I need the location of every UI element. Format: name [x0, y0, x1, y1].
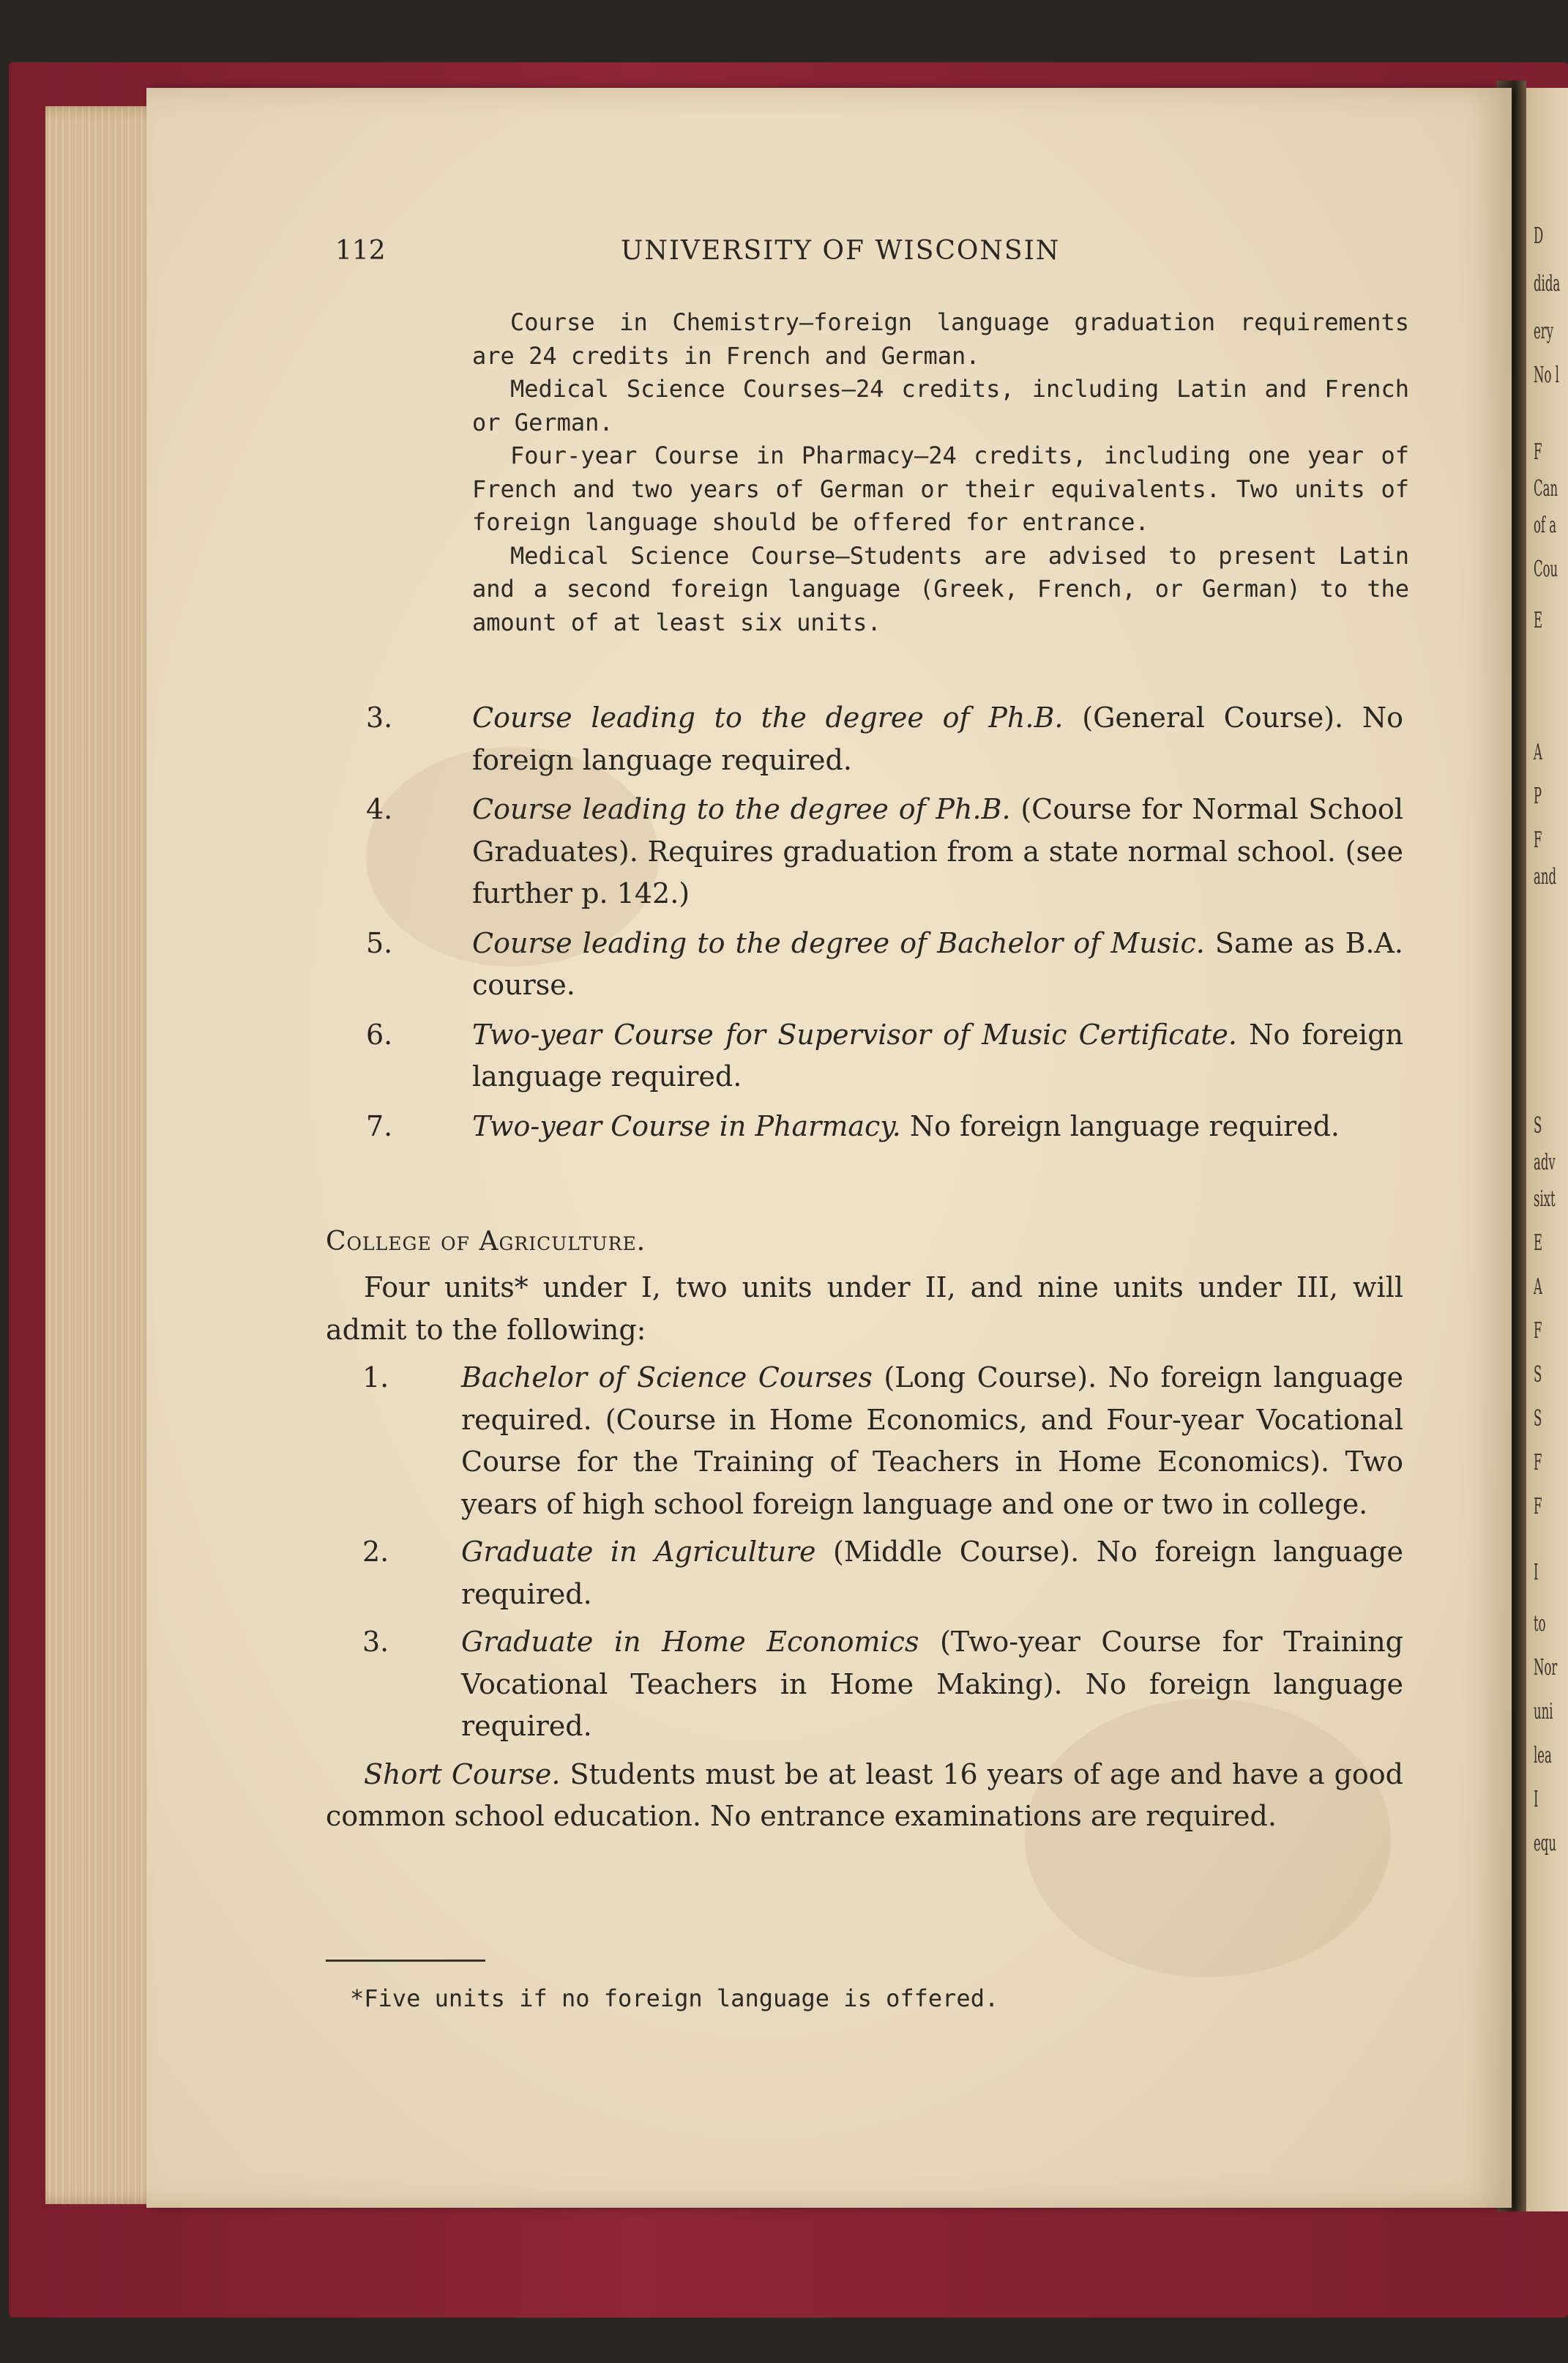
item-number: 5.	[366, 926, 393, 959]
facing-page-text-fragment: F	[1534, 1494, 1542, 1519]
course-description: No foreign language required.	[900, 1109, 1340, 1142]
agriculture-item	[326, 1357, 1403, 1525]
course-description: (Middle Course). No foreign language required.	[461, 1536, 1403, 1610]
note-paragraph: Four-year Course in Pharmacy—24 credits, including one year of French and two years of German or their equivalents. Two units of foreign language should be offered for entrance.	[472, 442, 1409, 536]
footnote: *Five units if no foreign language is offered.	[350, 1984, 999, 2012]
course-description: (Course for Normal School Graduates). Requires graduation from a state normal school. (see further p. 142.)	[472, 793, 1403, 909]
running-head: UNIVERSITY OF WISCONSIN	[621, 236, 1061, 266]
facing-page-text-fragment: lea	[1534, 1743, 1552, 1768]
agriculture-item	[326, 1621, 1403, 1748]
facing-page-text-fragment: S	[1534, 1406, 1542, 1432]
facing-page-text-fragment: D	[1534, 223, 1544, 249]
course-list	[326, 697, 1403, 1147]
course-title: Graduate in Home Economics	[461, 1626, 919, 1658]
facing-page-edge	[1526, 88, 1568, 2211]
facing-page-text-fragment: No l	[1534, 362, 1559, 388]
facing-page-text-fragment: S	[1534, 1113, 1542, 1139]
facing-page-text-fragment: F	[1534, 827, 1542, 853]
facing-page-text-fragment: F	[1534, 1450, 1542, 1476]
short-course-text: Students must be at least 16 years of age and have a good common school education. No entrance examinations are required.	[326, 1757, 1404, 1832]
agriculture-section	[326, 1267, 1403, 1838]
item-number: 7.	[366, 1109, 393, 1142]
note-paragraph: Course in Chemistry—foreign language graduation requirements are 24 credits in French and German.	[472, 308, 1409, 370]
facing-page-text-fragment: adv	[1534, 1150, 1556, 1175]
course-item	[326, 1014, 1403, 1098]
facing-page-text-fragment: dida	[1534, 271, 1561, 297]
item-number: 2.	[362, 1536, 389, 1568]
facing-page-text-fragment: E	[1534, 608, 1543, 633]
facing-page-text-fragment: P	[1534, 784, 1542, 809]
course-item	[326, 1106, 1403, 1148]
facing-page-text-fragment: equ	[1534, 1831, 1556, 1856]
course-description: (General Course). No foreign language required.	[472, 702, 1403, 776]
course-description: No foreign language required.	[472, 1018, 1404, 1093]
course-description: (Two-year Course for Training Vocational Teachers in Home Making). No foreign language required.	[461, 1626, 1403, 1742]
course-title: Course leading to the degree of Ph.B.	[472, 793, 1011, 825]
facing-page-text-fragment: ery	[1534, 319, 1553, 344]
item-number: 6.	[366, 1018, 393, 1051]
course-item	[326, 789, 1403, 915]
facing-page-text-fragment: E	[1534, 1230, 1543, 1256]
facing-page-text-fragment: F	[1534, 439, 1542, 465]
course-title: Course leading to the degree of Ph.B.	[472, 702, 1064, 734]
facing-page-text-fragment: Cou	[1534, 557, 1558, 582]
course-title: Graduate in Agriculture	[461, 1536, 816, 1568]
facing-page-text-fragment: I	[1534, 1560, 1539, 1585]
short-course-title: Short Course.	[364, 1757, 561, 1790]
facing-page-text-fragment: Can	[1534, 476, 1558, 502]
facing-page-text-fragment: A	[1534, 740, 1542, 765]
page-number: 112	[335, 236, 386, 266]
facing-page-text-fragment: and	[1534, 864, 1557, 890]
note-paragraph: Medical Science Course—Students are advised to present Latin and a second foreign language (Greek, French, or German) to the amount of at least six units.	[472, 541, 1409, 636]
short-course-paragraph	[326, 1754, 1403, 1838]
intro-paragraph: Four units* under I, two units under II, and nine units under III, will admit to the following:	[326, 1271, 1403, 1346]
course-title: Two-year Course for Supervisor of Music Certificate.	[472, 1018, 1237, 1051]
item-number: 1.	[362, 1361, 389, 1393]
facing-page-text-fragment: A	[1534, 1274, 1542, 1300]
course-title: Two-year Course in Pharmacy.	[472, 1109, 901, 1142]
facing-page-text-fragment: F	[1534, 1318, 1542, 1344]
item-number: 4.	[366, 793, 393, 825]
course-item	[326, 697, 1403, 781]
language-requirements-notes	[472, 306, 1409, 639]
facing-page-text-fragment: uni	[1534, 1699, 1553, 1724]
course-title: Bachelor of Science Courses	[461, 1361, 873, 1393]
course-title: Course leading to the degree of Bachelor of Music.	[472, 926, 1205, 959]
facing-page-text-fragment: of a	[1534, 513, 1557, 538]
page-header	[335, 236, 1411, 272]
facing-page-text-fragment: S	[1534, 1362, 1542, 1388]
item-number: 3.	[366, 702, 393, 734]
course-item	[326, 923, 1403, 1007]
note-paragraph: Medical Science Courses—24 credits, including Latin and French or German.	[472, 375, 1409, 436]
facing-page-text-fragment: Nor	[1534, 1655, 1558, 1681]
facing-page-text-fragment: I	[1534, 1787, 1539, 1812]
agriculture-item	[326, 1531, 1403, 1615]
facing-page-text-fragment: sixt	[1534, 1186, 1556, 1212]
course-description: (Long Course). No foreign language required. (Course in Home Economics, and Four-year Vocational Course for the Training of Teachers in Home Economics). Two years of high school foreign language and one or two in college.	[461, 1361, 1403, 1520]
section-heading: College of Agriculture.	[326, 1227, 646, 1257]
footnote-rule	[326, 1960, 485, 1962]
course-description: Same as B.A. course.	[472, 926, 1403, 1001]
item-number: 3.	[362, 1626, 389, 1658]
facing-page-text-fragment: to	[1534, 1611, 1546, 1637]
